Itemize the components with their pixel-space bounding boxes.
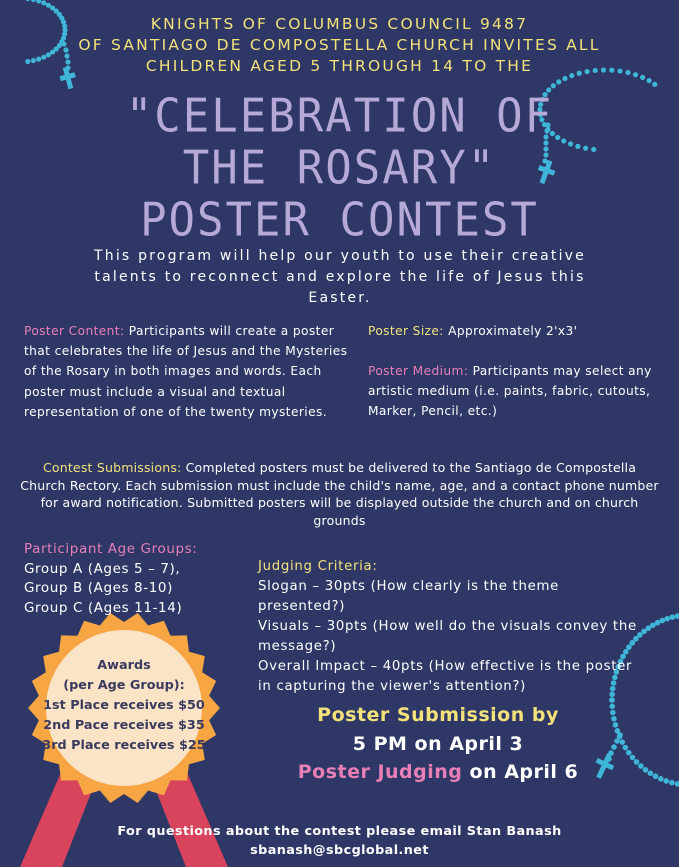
age-groups-section: [24, 540, 264, 618]
award-second-place: 2nd Pace receives $35: [43, 718, 205, 733]
intro-text: This program will help our youth to use their creative talents to reconnect and explore the life of Jesus this Easter.: [94, 248, 586, 306]
judging-date-line: [258, 761, 618, 783]
title-line-1: "CELEBRATION OF: [125, 89, 554, 144]
judging-criteria-label: Judging Criteria:: [258, 559, 378, 574]
judging-criteria-section: [258, 557, 650, 697]
age-groups-label: Participant Age Groups:: [24, 541, 198, 557]
poster-medium-text: Participants may select any artistic medium (i.e. paints, fabric, cutouts, Marker, Pencil, etc.): [368, 364, 652, 419]
poster-size-section: [368, 321, 658, 341]
judging-criterion-visuals: Visuals – 30pts (How well do the visuals convey the message?): [258, 619, 637, 654]
poster-content-label: Poster Content:: [24, 324, 125, 338]
title-line-2: THE ROSARY": [182, 141, 497, 196]
poster-content-section: [24, 321, 356, 422]
age-group-b: Group B (Ages 8-10): [24, 580, 173, 596]
age-group-c: Group C (Ages 11-14): [24, 599, 183, 616]
organizer-header: [0, 14, 679, 77]
judging-criterion-impact: Overall Impact – 40pts (How effective is the poster in capturing the viewer's attention?): [258, 659, 633, 694]
judging-criterion-slogan: Slogan – 30pts (How clearly is the theme presented?): [258, 579, 559, 614]
header-line-1: KNIGHTS OF COLUMBUS COUNCIL 9487: [150, 15, 529, 33]
poster-content-text: Participants will create a poster that celebrates the life of Jesus and the Mysteries of the Rosary in both images and words. Each poster must include a visual and textual representation of one of the twenty mysteries.: [24, 324, 348, 419]
submission-deadline-date: 5 PM on April 3: [352, 733, 524, 755]
award-third-place: 3rd Place receives $25: [42, 738, 206, 753]
contact-footer: [0, 822, 679, 860]
judging-date-label: Poster Judging: [297, 761, 463, 783]
header-line-2: OF SANTIAGO DE COMPOSTELLA CHURCH INVITES ALL: [78, 36, 601, 54]
awards-subtitle: (per Age Group):: [63, 678, 185, 693]
judging-date-value: on April 6: [462, 761, 579, 783]
contact-email: sbanash@sbcglobal.net: [250, 843, 429, 858]
submission-deadline-label: Poster Submission by: [317, 704, 559, 726]
contest-submissions-section: [20, 459, 659, 529]
header-line-3: CHILDREN AGED 5 THROUGH 14 TO THE: [145, 57, 534, 75]
contest-submissions-label: Contest Submissions:: [42, 460, 182, 475]
contact-text: For questions about the contest please email Stan Banash: [117, 824, 562, 839]
poster-size-text: Approximately 2'x3': [443, 324, 578, 338]
awards-section: [8, 656, 240, 756]
award-first-place: 1st Place receives $50: [43, 698, 205, 713]
age-group-a: Group A (Ages 5 – 7),: [24, 560, 181, 577]
poster-medium-label: Poster Medium:: [368, 364, 469, 378]
poster-size-label: Poster Size:: [368, 324, 444, 338]
contest-submissions-text: Completed posters must be delivered to the Santiago de Compostella Church Rectory. Each submission must include the child's name, age, and a contact phone number for award notification. Submitted posters will be displayed outside the church and on church grounds: [20, 460, 659, 528]
poster-medium-section: [368, 361, 658, 422]
title-line-3: POSTER CONTEST: [140, 193, 539, 248]
awards-title: Awards: [97, 658, 151, 673]
